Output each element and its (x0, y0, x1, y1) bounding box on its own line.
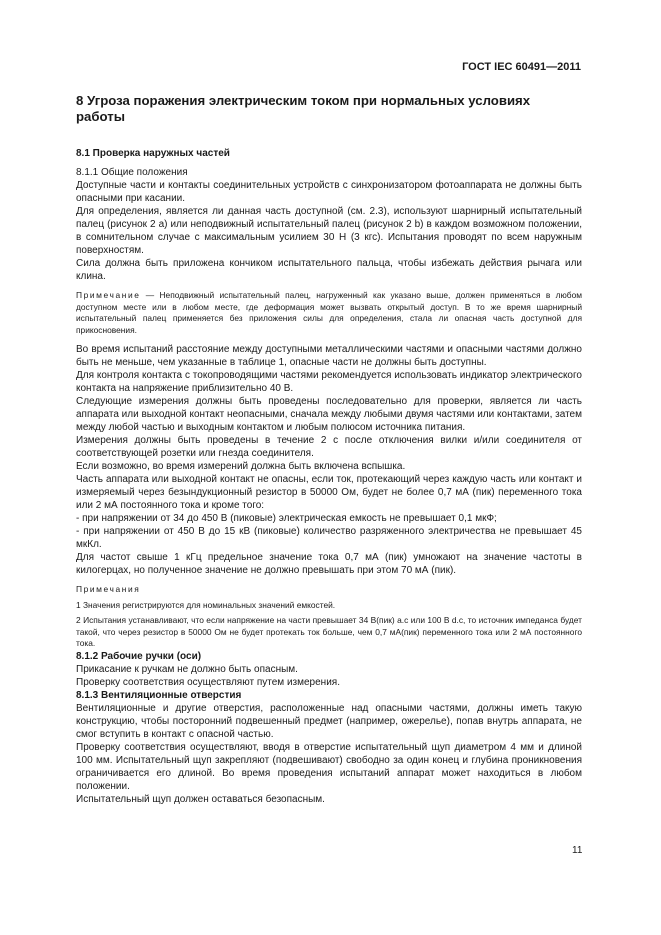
paragraph: Измерения должны быть проведены в течение 2 с после отключения вилки и/или соединителя от соответствующей розетки или гнезда соединителя. (76, 435, 582, 459)
paragraph: Часть аппарата или выходной контакт не опасны, если ток, протекающий через каждую часть или контакт и измеряемый через безындукционный резистор в 50000 Ом, будет не более 0,7 мА (пик) переменного тока или 2 мА постоянного тока и кроме того: (76, 474, 582, 511)
paragraph: Сила должна быть приложена кончиком испытательного пальца, чтобы избежать действия рычага или клина. (76, 258, 582, 282)
clause-8-1-1-title: 8.1.1 Общие положения (76, 167, 188, 178)
note (76, 290, 582, 336)
page-number: 11 (572, 845, 583, 856)
subsection-title: 8.1 Проверка наружных частей (76, 148, 230, 159)
paragraph: Доступные части и контакты соединительных устройств с синхронизатором фотоаппарата не должны быть опасными при касании. (76, 180, 582, 204)
note-label: Примечание (76, 290, 141, 300)
paragraph: Для частот свыше 1 кГц предельное значение тока 0,7 мА (пик) умножают на значение частоты в килогерцах, но полученное значение не должно превышать при этом 70 мА (пик). (76, 552, 582, 576)
list-item: - при напряжении от 34 до 450 В (пиковые) электрическая емкость не превышает 0,1 мкФ; (76, 513, 497, 524)
paragraph: Проверку соответствия осуществляют путем измерения. (76, 676, 340, 688)
list-item: - при напряжении от 450 В до 15 кВ (пиковые) количество разряженного электричества не превышает 45 мкКл. (76, 526, 582, 550)
clause-8-1-2-title: 8.1.2 Рабочие ручки (оси) (76, 650, 202, 662)
paragraph: Для контроля контакта с токопроводящими частями рекомендуется использовать индикатор электрического контакта на напряжение приблизительно 40 В. (76, 370, 582, 394)
note-text: — Неподвижный испытательный палец, нагруженный как указано выше, должен применяться в любом доступном месте или в любом месте, где деформация может вызвать открытый доступ. В то же время шарнирный испытательный палец применяется без приложения силы для определения, стала ли опасная часть доступной для прикосновения. (76, 290, 582, 335)
paragraph: Испытательный щуп должен оставаться безопасным. (76, 793, 325, 805)
paragraph: Следующие измерения должны быть проведены последовательно для проверки, является ли часть аппарата или выходной контакт неопасными, сначала между любыми двумя частями или контактами, затем между любой частью и выходным контактом и любым полюсом источника питания. (76, 396, 582, 433)
standard-header: ГОСТ IEC 60491—2011 (462, 61, 581, 73)
clause-8-1-3-title: 8.1.3 Вентиляционные отверстия (76, 689, 242, 701)
section-title: 8 Угроза поражения электрическим током при нормальных условиях работы (76, 93, 531, 124)
paragraph: Для определения, является ли данная часть доступной (см. 2.3), используют шарнирный испытательный палец (рисунок 2 a) или неподвижный испытательный палец (рисунок 2 b) в каждом возможном положении, в сомнительном случае с максимальным усилием 30 Н (3 кгс). Испытания проводят по всем наружным поверхностям. (76, 206, 582, 256)
note: 1 Значения регистрируются для номинальных значений емкостей. (76, 599, 336, 610)
page-content (76, 93, 582, 806)
notes-label: Примечания (76, 584, 141, 594)
paragraph: Прикасание к ручкам не должно быть опасным. (76, 663, 298, 675)
paragraph: Проверку соответствия осуществляют, вводя в отверстие испытательный щуп диаметром 4 мм и длиной 100 мм. Испытательный щуп закрепляют (подвешивают) свободно за один конец и глубина проникновения ограничивается его длиной. Во время проведения испытаний аппарат может находиться в любом положении. (76, 741, 582, 792)
paragraph: Вентиляционные и другие отверстия, расположенные над опасными частями, должны иметь такую конструкцию, чтобы посторонний подвешенный предмет (например, ожерелье), попав внутрь аппарата, не смог вступить в контакт с опасной частью. (76, 702, 582, 740)
note: 2 Испытания устанавливают, что если напряжение на части превышает 34 В(пик) a.c или 100 В d.c, то источник импеданса будет такой, что через резистор в 50000 Ом не будет протекать ток больше, чем 0,7 мА(пик) переменного тока или 2 мА постоянного тока. (76, 615, 582, 648)
paragraph: Во время испытаний расстояние между доступными металлическими частями и опасными частями должно быть не меньше, чем указанные в таблице 1, опасные части не должны быть доступны. (76, 344, 582, 368)
paragraph: Если возможно, во время измерений должна быть включена вспышка. (76, 461, 406, 472)
